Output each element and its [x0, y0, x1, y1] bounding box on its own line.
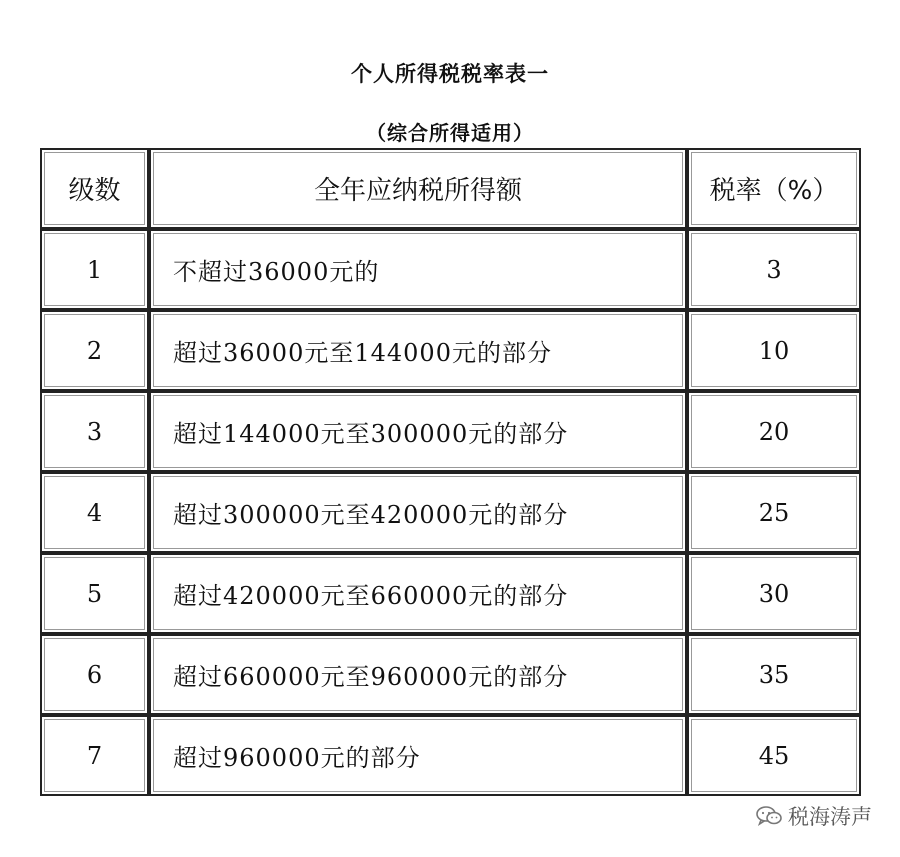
cell-level: 7: [40, 715, 149, 796]
wechat-icon: [756, 805, 782, 827]
cell-level: 4: [40, 472, 149, 553]
cell-tax-rate: 3: [687, 229, 861, 310]
table-row: [40, 553, 861, 634]
page-title: 个人所得税税率表一: [351, 62, 549, 86]
table-row: [40, 472, 861, 553]
cell-income-range: 超过660000元至960000元的部分: [149, 634, 687, 715]
cell-income-range: 超过420000元至660000元的部分: [149, 553, 687, 634]
cell-level: 3: [40, 391, 149, 472]
table-row: [40, 310, 861, 391]
cell-tax-rate: 10: [687, 310, 861, 391]
table-row: [40, 391, 861, 472]
cell-income-range: 超过144000元至300000元的部分: [149, 391, 687, 472]
cell-tax-rate: 20: [687, 391, 861, 472]
cell-income-range: 超过960000元的部分: [149, 715, 687, 796]
table-row: [40, 715, 861, 796]
cell-income-range: 超过36000元至144000元的部分: [149, 310, 687, 391]
cell-income-range: 超过300000元至420000元的部分: [149, 472, 687, 553]
cell-tax-rate: 45: [687, 715, 861, 796]
cell-level: 6: [40, 634, 149, 715]
header-income-range: 全年应纳税所得额: [149, 148, 687, 229]
tax-rate-table: [40, 148, 861, 796]
cell-level: 2: [40, 310, 149, 391]
table-row: [40, 229, 861, 310]
table-header-row: [40, 148, 861, 229]
page-subtitle: （综合所得适用）: [366, 121, 534, 145]
cell-tax-rate: 30: [687, 553, 861, 634]
cell-level: 5: [40, 553, 149, 634]
cell-tax-rate: 35: [687, 634, 861, 715]
cell-tax-rate: 25: [687, 472, 861, 553]
table-row: [40, 634, 861, 715]
watermark: [756, 801, 872, 831]
cell-income-range: 不超过36000元的: [149, 229, 687, 310]
watermark-text: 税海涛声: [788, 805, 872, 829]
header-tax-rate: 税率（%）: [687, 148, 861, 229]
header-level: 级数: [40, 148, 149, 229]
cell-level: 1: [40, 229, 149, 310]
